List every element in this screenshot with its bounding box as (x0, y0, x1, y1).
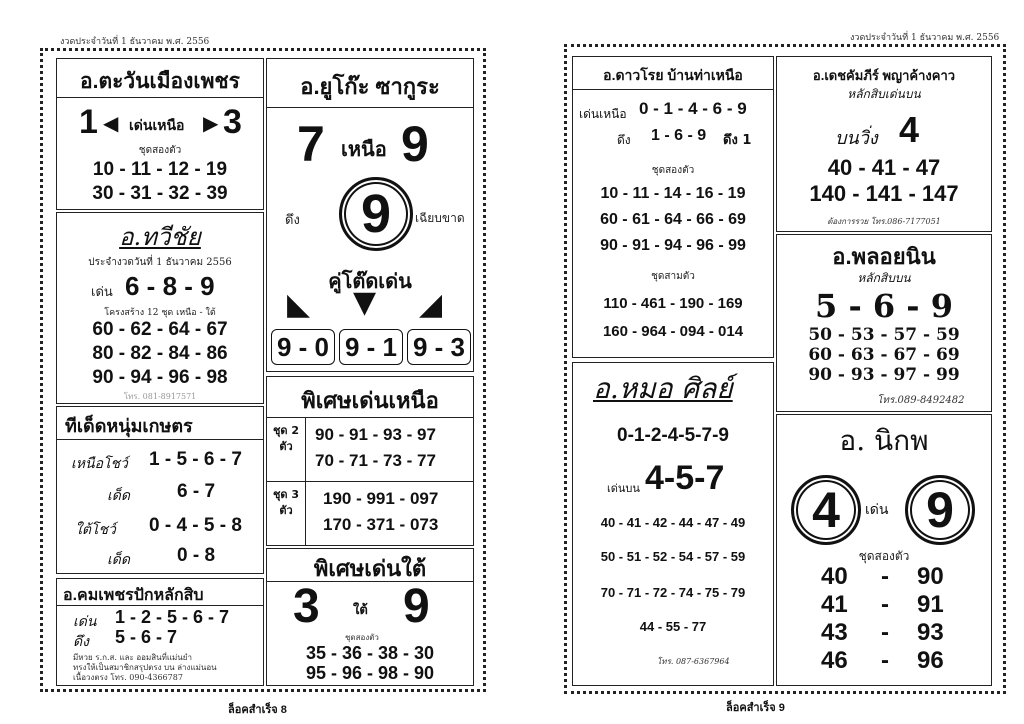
nikop-row-cell: 46 (821, 647, 848, 674)
thawichai-line1: ประจำงวดวันที่ 1 ธันวาคม 2556 (88, 257, 232, 268)
daoroi-r5: 160 - 964 - 094 - 014 (602, 323, 744, 340)
pair-arrow-right-icon: ◢ (419, 287, 443, 322)
nikop-row (777, 591, 991, 619)
tawan-row2: 30 - 31 - 32 - 39 (92, 183, 228, 204)
thawichai-den-label: เด่น (91, 285, 113, 300)
kasetkon-v4: 0 - 8 (177, 545, 216, 566)
nikop-row-cell: - (881, 563, 889, 590)
ploinin-box (776, 234, 992, 412)
kasetkon-v2: 6 - 7 (177, 481, 216, 502)
pair-box-1: 9 - 0 (271, 329, 335, 365)
special-north-r3: 190 - 991 - 097 (323, 489, 439, 508)
yuko-box (266, 58, 474, 372)
kompetch-v2: 5 - 6 - 7 (115, 627, 178, 647)
ploinin-r1: 50 - 53 - 57 - 59 (808, 325, 960, 345)
special-north-set3: ชุด 3 ตัว (272, 488, 300, 517)
daoroi-title: อ.ดาวโรย บ้านท่าเหนือ (603, 67, 743, 83)
yuko-circle (339, 177, 413, 251)
tawan-sub: ชุดสองตัว (138, 145, 182, 156)
thawichai-row1: 60 - 62 - 64 - 67 (92, 319, 228, 340)
daoroi-sub2: ชุดสามตัว (651, 271, 695, 282)
mosin-den-label: เด่นบน (607, 482, 640, 495)
nikop-row-cell: - (881, 647, 889, 674)
ploinin-big: 5 - 6 - 9 (815, 287, 953, 325)
yuko-pair-title: คู่โต๊ดเด่น (328, 271, 412, 293)
nikop-row-cell: 93 (917, 619, 944, 646)
kasetkon-v3: 0 - 4 - 5 - 8 (149, 515, 242, 536)
special-north-r2: 70 - 71 - 73 - 77 (315, 451, 436, 470)
thawichai-box (56, 212, 264, 404)
yuko-pull: ดึง (285, 213, 300, 228)
daoroi-l2: ดึง (617, 133, 631, 147)
special-north-set2: ชุด 2 ตัว (272, 424, 300, 453)
nikop-row-cell: 43 (821, 619, 848, 646)
thawichai-phone: โทร. 081-8917571 (123, 392, 197, 401)
nikop-row-cell: - (881, 591, 889, 618)
special-south-n1: 3 (293, 580, 320, 633)
kasetkon-l1: เหนือโชว์ (71, 456, 128, 472)
mosin-r2: 50 - 51 - 52 - 54 - 57 - 59 (600, 549, 746, 564)
daoroi-v1: 0 - 1 - 4 - 6 - 9 (639, 99, 747, 118)
yuko-side: เฉียบขาด (415, 211, 465, 225)
mosin-phone: โทร. 087-6367964 (657, 657, 730, 666)
dechkhamphi-r1: 40 - 41 - 47 (827, 155, 941, 180)
mosin-row: 0-1-2-4-5-7-9 (617, 425, 729, 446)
kompetch-l2: ดึง (73, 634, 89, 650)
special-south-box (266, 548, 474, 686)
tawan-n1: 1 (79, 103, 98, 141)
daoroi-box (572, 56, 774, 358)
nikop-row-cell: 96 (917, 647, 944, 674)
nikop-row-cell: 90 (917, 563, 944, 590)
yuko-title: อ.ยูโก๊ะ ซากูระ (300, 74, 440, 99)
kompetch-note2: ทรงให้เป็นสมาชิกสรุปตรง บน ล่างแม่นอน (73, 663, 217, 672)
thawichai-row2: 80 - 82 - 84 - 86 (92, 343, 228, 364)
left-header: งวดประจำวันที่ 1 ธันวาคม พ.ศ. 2556 (60, 37, 210, 47)
nikop-title: อ. นิกพ (839, 424, 929, 457)
ploinin-phone: โทร.089-8492482 (877, 395, 965, 406)
tawan-n2: 3 (223, 103, 242, 141)
yuko-n1: 7 (297, 116, 325, 172)
tawan-mid: เด่นเหนือ (129, 118, 185, 134)
kasetkon-box (56, 406, 264, 574)
nikop-row (777, 647, 991, 675)
ploinin-r3: 90 - 93 - 97 - 99 (808, 365, 960, 385)
dechkhamphi-r2: 140 - 141 - 147 (809, 181, 959, 206)
tawan-left-arrow-icon: ◀ (103, 111, 119, 135)
special-south-r2: 95 - 96 - 98 - 90 (305, 663, 435, 683)
dechkhamphi-label: บนวิ่ง (835, 128, 878, 149)
dechkhamphi-num: 4 (899, 109, 920, 150)
right-page (512, 0, 1024, 724)
daoroi-r4: 110 - 461 - 190 - 169 (603, 295, 743, 312)
left-footer: ล็อคสำเร็จ 8 (228, 704, 287, 716)
daoroi-r2: 60 - 61 - 64 - 66 - 69 (600, 211, 746, 228)
nikop-row-cell: 40 (821, 563, 848, 590)
pair-box-2: 9 - 1 (339, 329, 403, 365)
tawan-title: อ.ตะวันเมืองเพชร (80, 70, 240, 93)
pair-arrow-left-icon: ◣ (287, 287, 311, 322)
kasetkon-v1: 1 - 5 - 6 - 7 (149, 449, 242, 470)
ploinin-r2: 60 - 63 - 67 - 69 (808, 345, 960, 365)
mosin-r1: 40 - 41 - 42 - 44 - 47 - 49 (600, 515, 746, 530)
daoroi-l3: ดึง 1 (723, 133, 752, 148)
nikop-box (776, 414, 992, 686)
ploinin-title: อ.พลอยนิน (832, 244, 936, 269)
tawan-right-arrow-icon: ▶ (203, 111, 219, 135)
daoroi-v2: 1 - 6 - 9 (651, 127, 707, 144)
thawichai-line2: โครงสร้าง 12 ชุด เหนือ - ใต้ (104, 308, 216, 318)
nikop-row-cell: 91 (917, 591, 944, 618)
daoroi-r1: 10 - 11 - 14 - 16 - 19 (600, 185, 746, 202)
nikop-row-cell: 41 (821, 591, 848, 618)
mosin-r4: 44 - 55 - 77 (639, 619, 707, 634)
pair-box-3: 9 - 3 (407, 329, 471, 365)
nikop-circle-1 (791, 475, 861, 545)
thawichai-den: 6 - 8 - 9 (125, 271, 215, 301)
nikop-circle-1-number: 4 (812, 482, 840, 538)
daoroi-sub1: ชุดสองตัว (651, 165, 695, 176)
special-north-r4: 170 - 371 - 073 (323, 515, 439, 534)
special-south-r1: 35 - 36 - 38 - 30 (305, 643, 435, 663)
yuko-circle-number: 9 (360, 184, 392, 244)
special-south-sub: ชุดสองตัว (345, 633, 379, 642)
nikop-row (777, 619, 991, 647)
dechkhamphi-title: อ.เดชคัมภีร์ พญาค้างคาว (812, 68, 956, 83)
tawan-row1: 10 - 11 - 12 - 19 (92, 159, 228, 180)
nikop-circle-2 (905, 475, 975, 545)
nikop-sub: ชุดสองตัว (858, 549, 910, 563)
kasetkon-l2: เด็ด (107, 488, 130, 504)
kompetch-note3: เนื้อวงตรง โทร. 090-4366787 (73, 673, 183, 682)
right-footer: ล็อคสำเร็จ 9 (726, 702, 785, 714)
dechkhamphi-sub: หลักสิบเด่นบน (847, 87, 921, 101)
kompetch-v1: 1 - 2 - 5 - 6 - 7 (115, 607, 230, 627)
daoroi-l1: เด่นเหนือ (579, 107, 627, 121)
special-north-box (266, 376, 474, 546)
kompetch-title: อ.คมเพชรปักหลักสิบ (63, 587, 204, 604)
nikop-row (777, 563, 991, 591)
special-north-title: พิเศษเด่นเหนือ (301, 388, 439, 413)
kompetch-note1: มีหวย ร.ก.ส. และ ออมสินที่แม่นยำ (73, 653, 192, 662)
pair-arrow-down-icon: ▼ (353, 285, 377, 320)
kasetkon-l3: ใต้โชว์ (75, 522, 116, 538)
kasetkon-l4: เด็ด (107, 552, 130, 568)
special-south-title: พิเศษเด่นใต้ (313, 556, 427, 581)
nikop-row-cell: - (881, 619, 889, 646)
daoroi-r3: 90 - 91 - 94 - 96 - 99 (600, 237, 746, 254)
kasetkon-title: ทีเด็ดหนุ่มเกษตร (65, 416, 193, 436)
mosin-den: 4-5-7 (645, 459, 725, 497)
dechkhamphi-box (776, 56, 992, 232)
mosin-box (572, 362, 774, 686)
right-header: งวดประจำวันที่ 1 ธันวาคม พ.ศ. 2556 (850, 33, 1000, 43)
dechkhamphi-phone: ต้องการรวย โทร.086-7177051 (827, 217, 941, 226)
kompetch-box (56, 578, 264, 686)
mosin-r3: 70 - 71 - 72 - 74 - 75 - 79 (600, 585, 746, 600)
thawichai-row3: 90 - 94 - 96 - 98 (92, 367, 228, 388)
yuko-n2: 9 (401, 116, 429, 172)
tawan-box (56, 58, 264, 210)
kompetch-l1: เด่น (73, 614, 97, 630)
nikop-mid: เด่น (865, 502, 889, 518)
yuko-mid: เหนือ (341, 137, 387, 161)
thawichai-title: อ.ทวีชัย (119, 223, 201, 251)
mosin-title: อ.หมอ ศิลย์ (593, 372, 733, 405)
nikop-circle-2-number: 9 (926, 482, 954, 538)
special-south-n2: 9 (403, 580, 430, 633)
special-north-r1: 90 - 91 - 93 - 97 (315, 425, 436, 444)
ploinin-sub: หลักสิบบน (857, 271, 911, 285)
special-south-mid: ใต้ (353, 603, 368, 618)
